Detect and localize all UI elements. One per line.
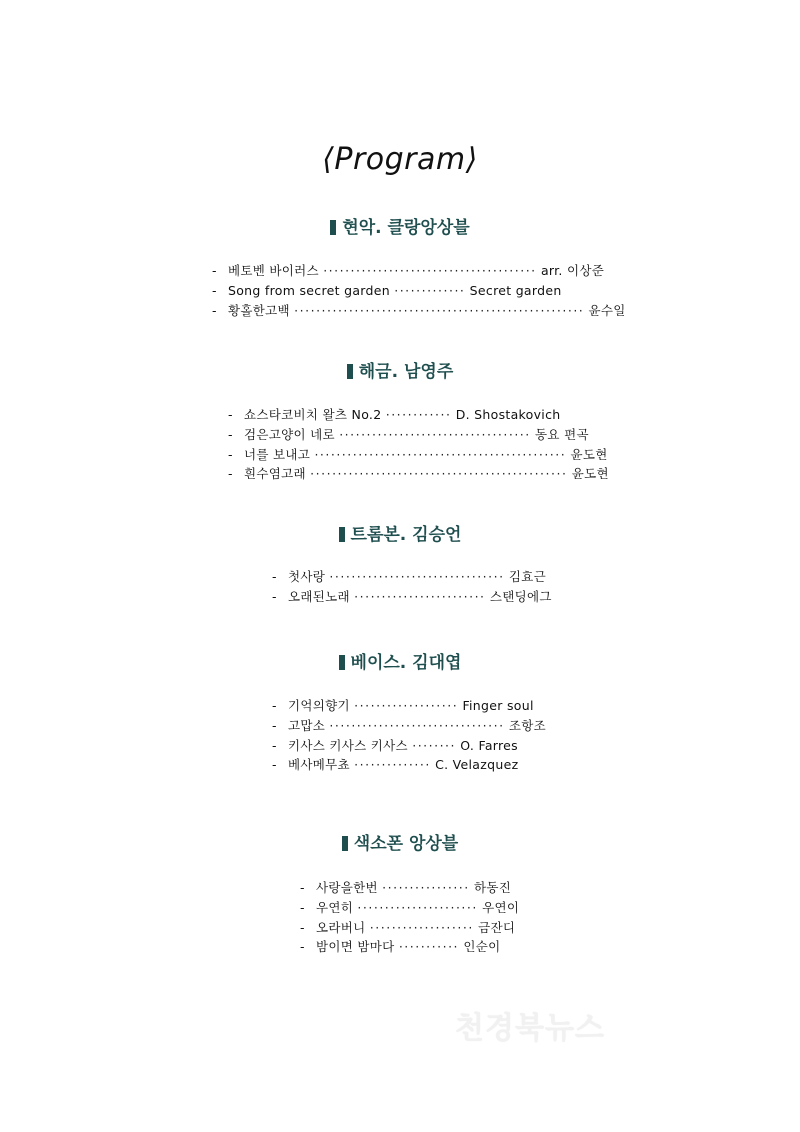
section-marker-icon (330, 220, 336, 235)
section-heading (0, 523, 800, 547)
program-item (272, 567, 800, 587)
section-heading-text: 현악. 클랑앙상블 (342, 218, 470, 238)
item-dash: - (228, 407, 233, 422)
program-item (272, 736, 800, 756)
program-item (300, 937, 800, 957)
dot-leader: ····················································· (294, 302, 585, 318)
piece-title: 고맙소 (288, 717, 326, 733)
piece-credit: 조항조 (508, 717, 546, 733)
program-item (228, 425, 800, 445)
program-item (300, 898, 800, 918)
program-list (0, 696, 800, 775)
section-heading (0, 360, 800, 384)
item-dash: - (300, 880, 305, 895)
section-haegeum (0, 360, 800, 484)
item-dash: - (300, 919, 305, 935)
section-marker-icon (339, 527, 345, 542)
piece-title: 베토벤 바이러스 (228, 263, 319, 278)
piece-credit: 하동진 (474, 880, 512, 895)
piece-credit: D. Shostakovich (455, 407, 561, 422)
section-heading-text: 색소폰 앙상블 (353, 834, 459, 854)
section-marker-icon (347, 364, 353, 379)
item-dash: - (272, 569, 277, 584)
piece-credit: 스탠딩에그 (489, 588, 552, 604)
piece-credit: arr. 이상준 (540, 263, 605, 278)
section-heading-text: 베이스. 김대엽 (350, 653, 462, 673)
piece-title: 베사메무쵸 (288, 757, 350, 773)
dot-leader: ······················ (357, 899, 478, 915)
item-dash: - (228, 446, 233, 462)
piece-title: Song from secret garden (228, 282, 390, 298)
program-item (228, 445, 800, 465)
program-item (212, 281, 800, 301)
section-trombone (0, 523, 800, 607)
program-list (0, 567, 800, 607)
dot-leader: ······································· (323, 263, 537, 278)
dot-leader: ·············· (354, 757, 431, 773)
dot-leader: ··································· (339, 426, 531, 442)
piece-title: 너를 보내고 (244, 446, 311, 462)
piece-title: 기억의향기 (288, 698, 350, 713)
piece-credit: 윤도현 (571, 466, 609, 482)
piece-credit: 동요 편곡 (535, 426, 589, 442)
dot-leader: ············· (394, 282, 466, 298)
piece-title: 사랑을한번 (316, 880, 378, 895)
piece-title: 검은고양이 네로 (244, 426, 335, 442)
piece-credit: Secret garden (469, 282, 562, 298)
piece-credit: 윤도현 (570, 446, 608, 462)
piece-title: 흰수염고래 (244, 466, 306, 482)
item-dash: - (212, 302, 217, 318)
dot-leader: ································ (329, 569, 505, 584)
dot-leader: ············ (385, 407, 452, 422)
item-dash: - (300, 939, 305, 955)
section-saxophone (0, 832, 800, 957)
program-item (228, 405, 800, 425)
piece-credit: 김효근 (508, 569, 546, 584)
piece-credit: 인순이 (463, 939, 501, 955)
piece-credit: O. Farres (460, 737, 518, 753)
item-dash: - (212, 263, 217, 278)
piece-credit: 우연이 (482, 899, 520, 915)
program-list (0, 878, 800, 957)
piece-title: 오라버니 (316, 919, 366, 935)
piece-credit: C. Velazquez (435, 757, 519, 773)
item-dash: - (272, 717, 277, 733)
dot-leader: ··················· (369, 919, 474, 935)
piece-title: 첫사랑 (288, 569, 326, 584)
dot-leader: ··········· (398, 939, 460, 955)
program-item (272, 587, 800, 607)
section-heading (0, 651, 800, 675)
item-dash: - (212, 282, 217, 298)
dot-leader: ········ (412, 737, 457, 753)
dot-leader: ··················· (354, 698, 459, 713)
piece-title: 쇼스타코비치 왈츠 No.2 (244, 407, 382, 422)
dot-leader: ··············································· (310, 466, 568, 482)
dot-leader: ················ (382, 880, 470, 895)
item-dash: - (272, 698, 277, 713)
program-list (0, 405, 800, 484)
item-dash: - (300, 899, 305, 915)
item-dash: - (272, 588, 277, 604)
piece-credit: Finger soul (462, 698, 534, 713)
dot-leader: ·············································· (314, 446, 567, 462)
watermark: 천경북뉴스 (455, 1011, 605, 1046)
section-heading-text: 해금. 남영주 (358, 362, 454, 382)
program-item (272, 716, 800, 736)
dot-leader: ························ (354, 588, 486, 604)
program-item (300, 878, 800, 898)
piece-title: 오래된노래 (288, 588, 350, 604)
program-list (0, 261, 800, 320)
program-item (300, 918, 800, 938)
piece-title: 황홀한고백 (228, 302, 290, 318)
program-item (272, 696, 800, 716)
section-marker-icon (342, 836, 348, 851)
section-bass (0, 651, 800, 775)
item-dash: - (272, 757, 277, 773)
program-item (272, 755, 800, 775)
piece-title: 밤이면 밤마다 (316, 939, 395, 955)
section-heading (0, 832, 800, 856)
program-item (212, 301, 800, 321)
piece-credit: 윤수일 (588, 302, 626, 318)
item-dash: - (228, 426, 233, 442)
piece-title: 우연히 (316, 899, 354, 915)
section-marker-icon (339, 655, 345, 670)
section-heading-text: 트롬본. 김승언 (350, 525, 462, 545)
item-dash: - (228, 466, 233, 482)
program-item (228, 464, 800, 484)
page-title: ⟨Program⟩ (322, 142, 478, 177)
piece-credit: 금잔디 (478, 919, 516, 935)
piece-title: 키사스 키사스 키사스 (288, 737, 408, 753)
section-strings (0, 216, 800, 320)
section-heading (0, 216, 800, 240)
item-dash: - (272, 737, 277, 753)
dot-leader: ································ (329, 717, 505, 733)
program-item (212, 261, 800, 281)
